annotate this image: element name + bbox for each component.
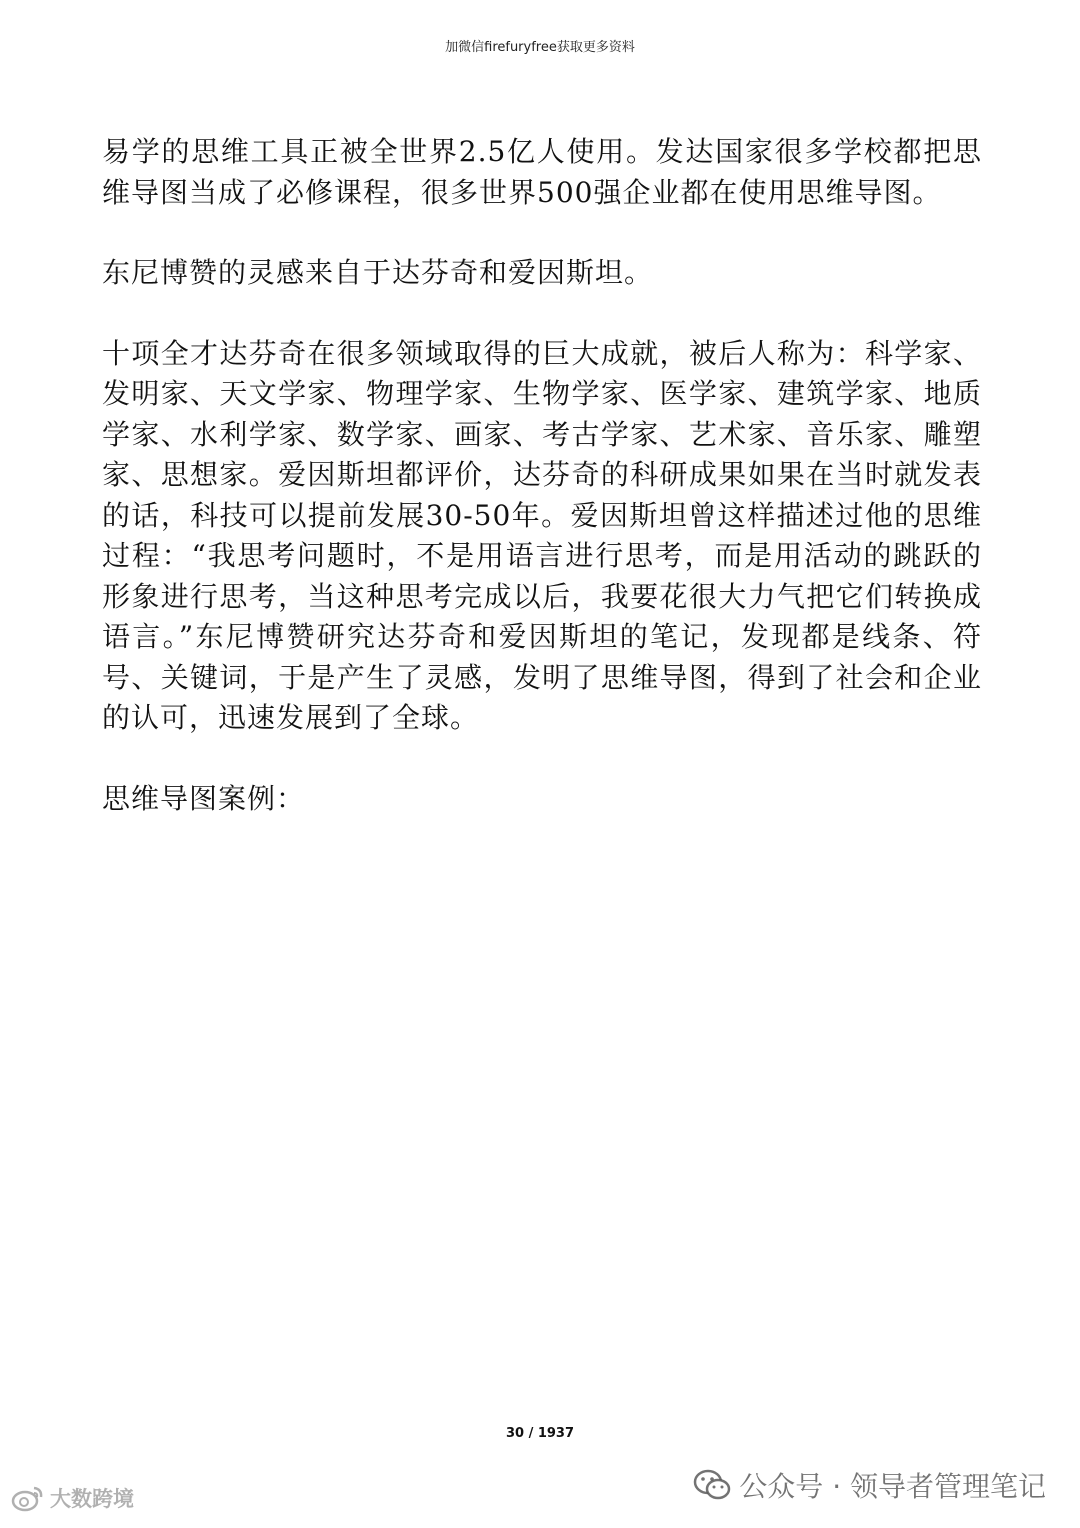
paragraph-3: 十项全才达芬奇在很多领域取得的巨大成就，被后人称为：科学家、发明家、天文学家、物理学家、生物学家、医学家、建筑学家、地质学家、水利学家、数学家、画家、考古学家、艺术家、音乐家、雕塑家、思想家。爱因斯坦都评价，达芬奇的科研成果如果在当时就发表的话，科技可以提前发展30-50年。爱因斯坦曾这样描述过他的思维过程：“我思考问题时，不是用语言进行思考，而是用活动的跳跃的形象进行思考，当这种思考完成以后，我要花很大力气把它们转换成语言。”东尼博赞研究达芬奇和爱因斯坦的笔记，发现都是线条、符号、关键词，于是产生了灵感，发明了思维导图，得到了社会和企业的认可，迅速发展到了全球。 bbox=[102, 336, 982, 734]
watermark-left bbox=[10, 1480, 134, 1516]
wechat-icon bbox=[693, 1468, 731, 1502]
watermark-left-text: 大数跨境 bbox=[50, 1487, 134, 1511]
page-number: 30 / 1937 bbox=[505, 1426, 575, 1441]
document-body bbox=[102, 132, 982, 819]
weibo-logo-icon bbox=[10, 1483, 46, 1513]
paragraph-4: 思维导图案例： bbox=[102, 781, 306, 815]
watermark-right bbox=[693, 1463, 1046, 1507]
page-header: 加微信firefuryfree获取更多资料 bbox=[445, 40, 635, 55]
paragraph-1: 易学的思维工具正被全世界2.5亿人使用。发达国家很多学校都把思维导图当成了必修课程，很多世界500强企业都在使用思维导图。 bbox=[102, 135, 982, 209]
paragraph-2: 东尼博赞的灵感来自于达芬奇和爱因斯坦。 bbox=[102, 256, 654, 289]
watermark-right-text: 公众号 · 领导者管理笔记 bbox=[739, 1470, 1046, 1503]
